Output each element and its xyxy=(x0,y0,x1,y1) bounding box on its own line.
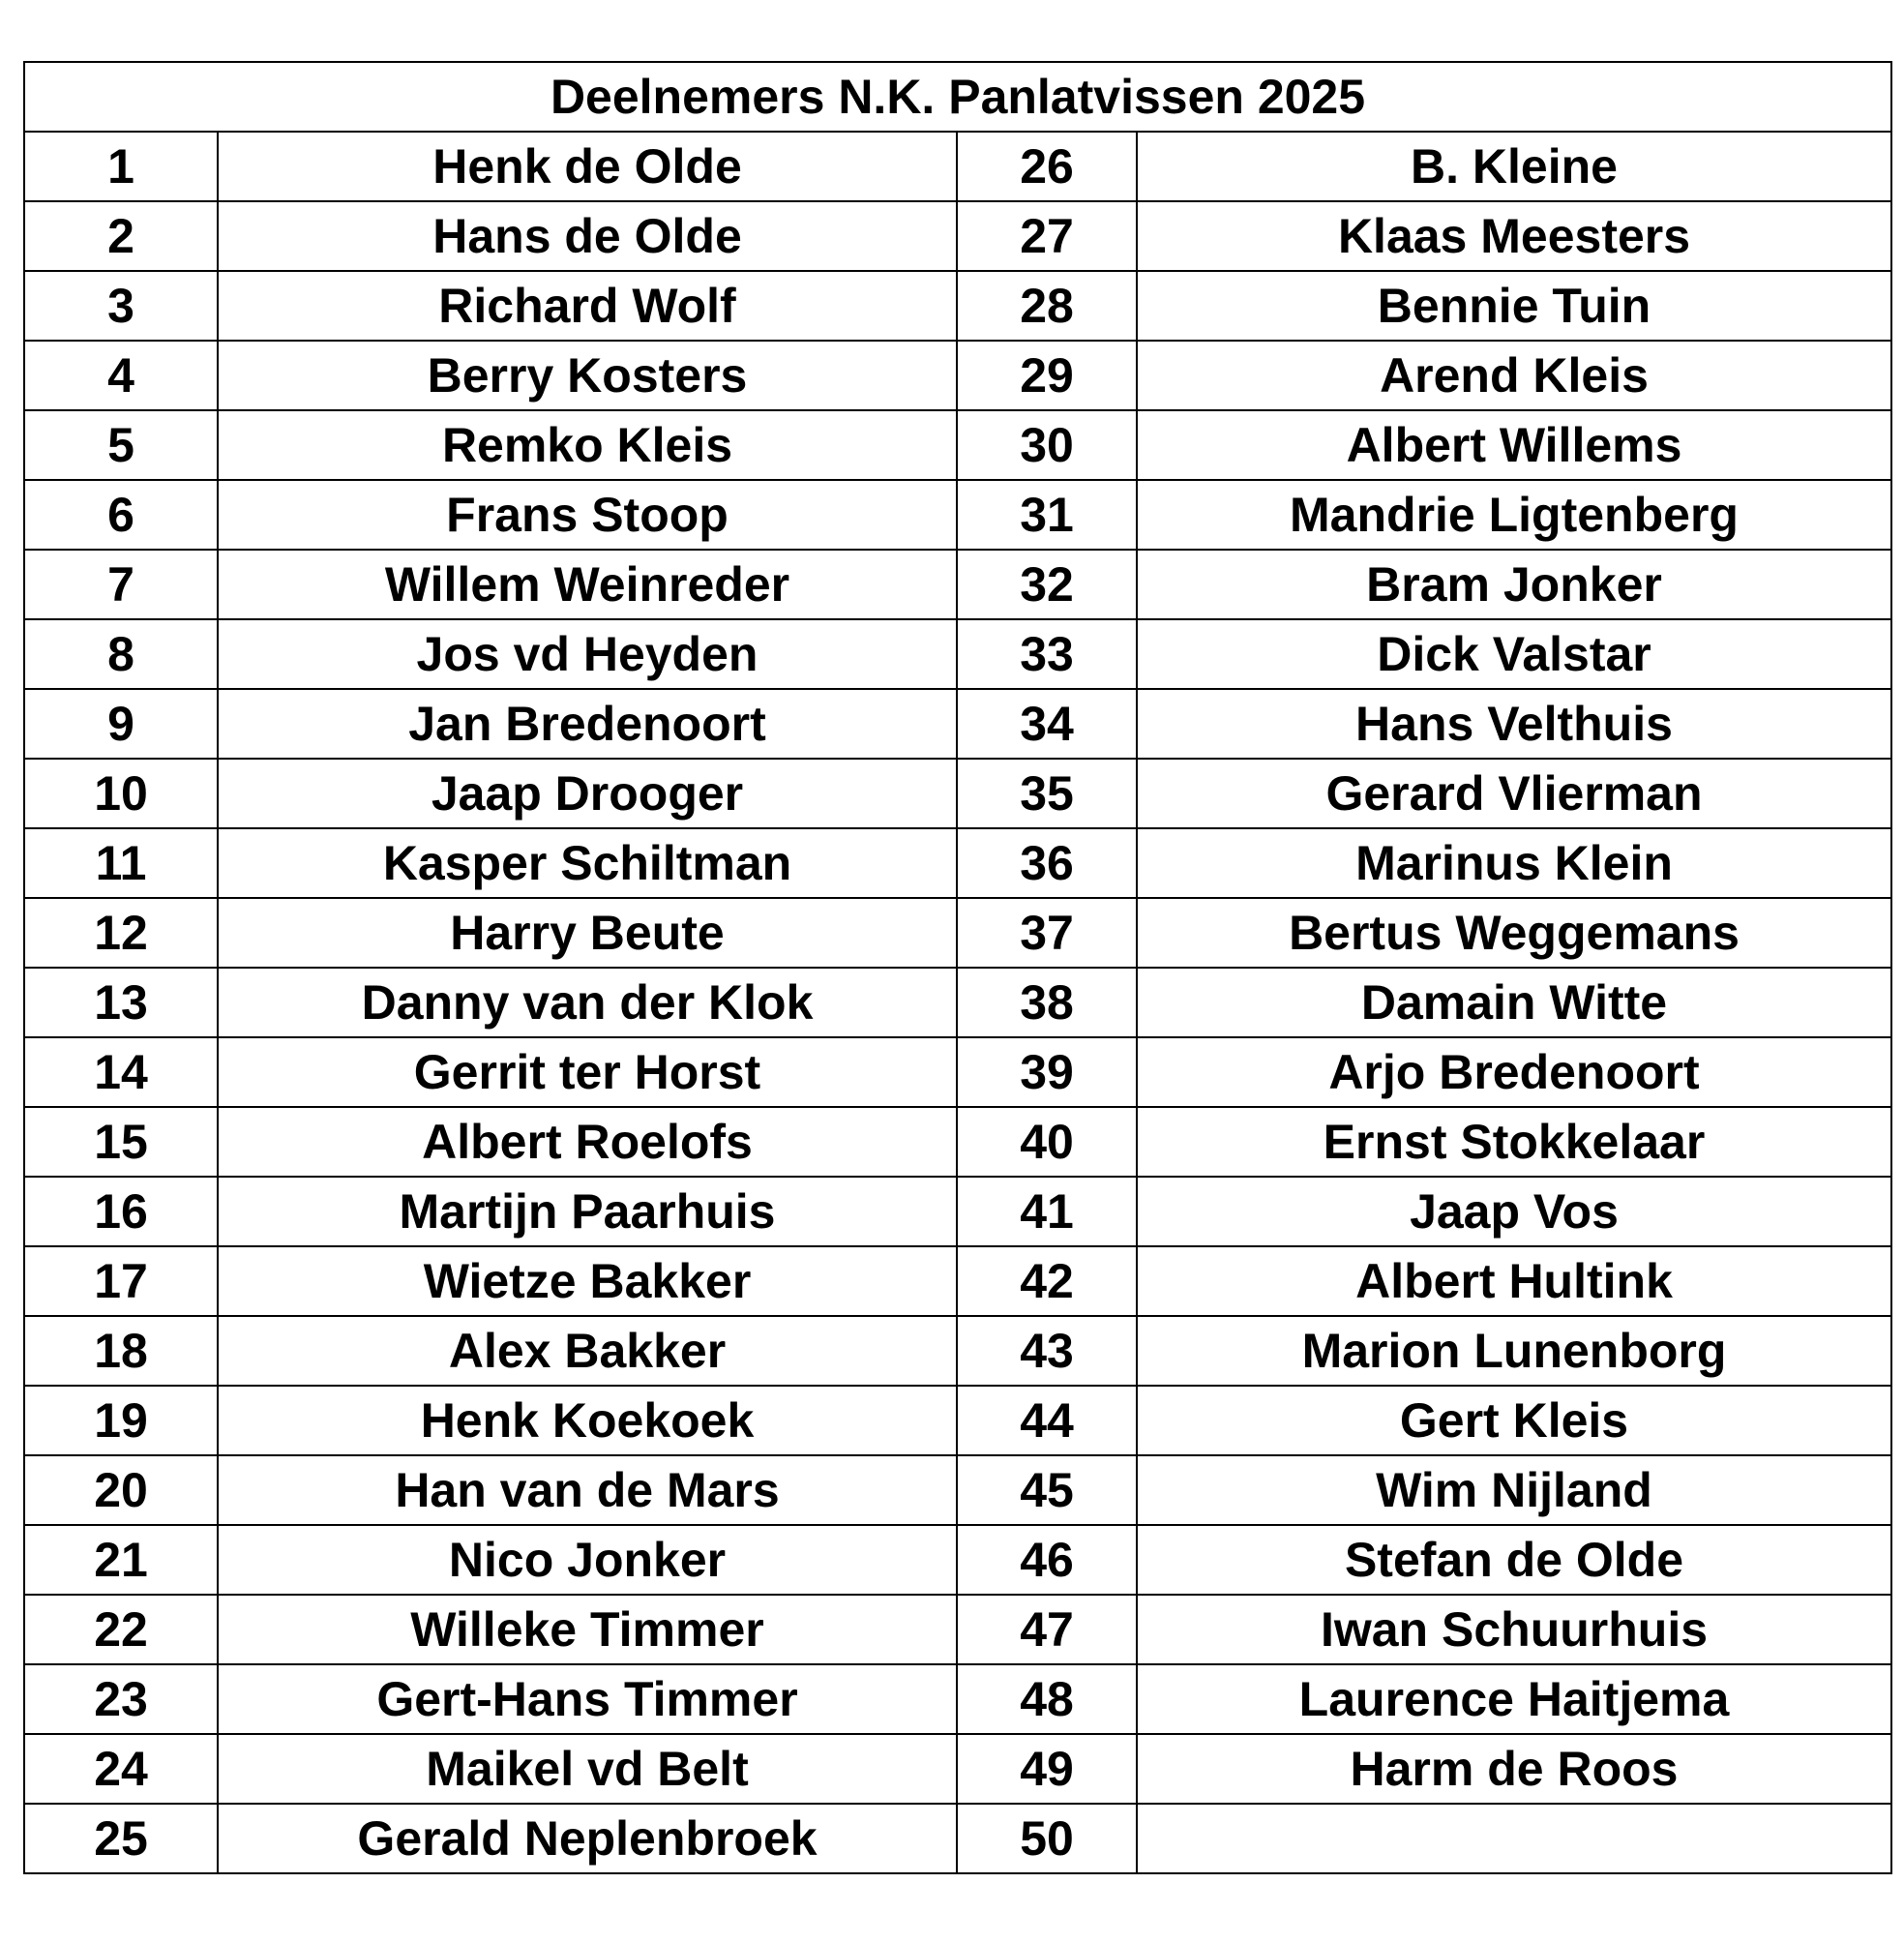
right-number-cell: 40 xyxy=(957,1107,1137,1177)
right-name-cell: Jaap Vos xyxy=(1137,1177,1891,1246)
left-number-cell: 12 xyxy=(24,898,218,968)
table-row xyxy=(24,410,1891,480)
table-row xyxy=(24,1037,1891,1107)
right-name-cell: Bertus Weggemans xyxy=(1137,898,1891,968)
left-name-cell: Willem Weinreder xyxy=(218,550,957,619)
left-number-cell: 16 xyxy=(24,1177,218,1246)
left-number-cell: 1 xyxy=(24,132,218,201)
left-number-cell: 13 xyxy=(24,968,218,1037)
left-name-cell: Gert-Hans Timmer xyxy=(218,1664,957,1734)
left-name-cell: Wietze Bakker xyxy=(218,1246,957,1316)
right-name-cell: Stefan de Olde xyxy=(1137,1525,1891,1595)
left-name-cell: Albert Roelofs xyxy=(218,1107,957,1177)
left-name-cell: Hans de Olde xyxy=(218,201,957,271)
right-name-cell: Dick Valstar xyxy=(1137,619,1891,689)
left-number-cell: 17 xyxy=(24,1246,218,1316)
table-row xyxy=(24,201,1891,271)
right-name-cell: Mandrie Ligtenberg xyxy=(1137,480,1891,550)
right-name-cell: Damain Witte xyxy=(1137,968,1891,1037)
right-number-cell: 49 xyxy=(957,1734,1137,1804)
left-number-cell: 8 xyxy=(24,619,218,689)
right-name-cell: Harm de Roos xyxy=(1137,1734,1891,1804)
table-row xyxy=(24,898,1891,968)
right-name-cell: Laurence Haitjema xyxy=(1137,1664,1891,1734)
participants-table-body xyxy=(24,62,1891,1873)
right-number-cell: 42 xyxy=(957,1246,1137,1316)
right-number-cell: 44 xyxy=(957,1386,1137,1455)
right-name-cell xyxy=(1137,1804,1891,1873)
table-row xyxy=(24,1455,1891,1525)
left-number-cell: 9 xyxy=(24,689,218,759)
table-row xyxy=(24,1246,1891,1316)
right-name-cell: Marinus Klein xyxy=(1137,828,1891,898)
right-name-cell: Klaas Meesters xyxy=(1137,201,1891,271)
left-name-cell: Nico Jonker xyxy=(218,1525,957,1595)
left-number-cell: 7 xyxy=(24,550,218,619)
right-number-cell: 32 xyxy=(957,550,1137,619)
left-number-cell: 18 xyxy=(24,1316,218,1386)
left-number-cell: 19 xyxy=(24,1386,218,1455)
table-row xyxy=(24,968,1891,1037)
table-row xyxy=(24,619,1891,689)
table-row xyxy=(24,271,1891,341)
right-number-cell: 39 xyxy=(957,1037,1137,1107)
left-number-cell: 21 xyxy=(24,1525,218,1595)
table-row xyxy=(24,1734,1891,1804)
left-name-cell: Jos vd Heyden xyxy=(218,619,957,689)
right-number-cell: 28 xyxy=(957,271,1137,341)
table-row xyxy=(24,1107,1891,1177)
right-number-cell: 33 xyxy=(957,619,1137,689)
left-number-cell: 6 xyxy=(24,480,218,550)
right-name-cell: Albert Hultink xyxy=(1137,1246,1891,1316)
left-number-cell: 24 xyxy=(24,1734,218,1804)
table-row xyxy=(24,550,1891,619)
left-number-cell: 10 xyxy=(24,759,218,828)
table-row xyxy=(24,1595,1891,1664)
left-name-cell: Henk Koekoek xyxy=(218,1386,957,1455)
right-number-cell: 43 xyxy=(957,1316,1137,1386)
right-number-cell: 45 xyxy=(957,1455,1137,1525)
right-number-cell: 27 xyxy=(957,201,1137,271)
table-title: Deelnemers N.K. Panlatvissen 2025 xyxy=(24,62,1891,132)
right-name-cell: Bennie Tuin xyxy=(1137,271,1891,341)
left-name-cell: Han van de Mars xyxy=(218,1455,957,1525)
table-row xyxy=(24,1525,1891,1595)
left-number-cell: 4 xyxy=(24,341,218,410)
table-row xyxy=(24,1177,1891,1246)
left-number-cell: 3 xyxy=(24,271,218,341)
right-number-cell: 48 xyxy=(957,1664,1137,1734)
right-number-cell: 36 xyxy=(957,828,1137,898)
table-row xyxy=(24,1664,1891,1734)
left-name-cell: Jaap Drooger xyxy=(218,759,957,828)
left-name-cell: Harry Beute xyxy=(218,898,957,968)
title-row xyxy=(24,62,1891,132)
table-row xyxy=(24,132,1891,201)
left-name-cell: Willeke Timmer xyxy=(218,1595,957,1664)
table-row xyxy=(24,828,1891,898)
table-row xyxy=(24,1804,1891,1873)
right-name-cell: Arend Kleis xyxy=(1137,341,1891,410)
left-number-cell: 5 xyxy=(24,410,218,480)
left-number-cell: 11 xyxy=(24,828,218,898)
left-number-cell: 15 xyxy=(24,1107,218,1177)
left-number-cell: 22 xyxy=(24,1595,218,1664)
left-number-cell: 14 xyxy=(24,1037,218,1107)
table-row xyxy=(24,1316,1891,1386)
right-name-cell: Albert Willems xyxy=(1137,410,1891,480)
left-name-cell: Kasper Schiltman xyxy=(218,828,957,898)
right-name-cell: Marion Lunenborg xyxy=(1137,1316,1891,1386)
table-row xyxy=(24,689,1891,759)
left-name-cell: Remko Kleis xyxy=(218,410,957,480)
right-name-cell: Arjo Bredenoort xyxy=(1137,1037,1891,1107)
left-name-cell: Berry Kosters xyxy=(218,341,957,410)
right-number-cell: 26 xyxy=(957,132,1137,201)
right-name-cell: Ernst Stokkelaar xyxy=(1137,1107,1891,1177)
table-row xyxy=(24,759,1891,828)
table-row xyxy=(24,341,1891,410)
right-name-cell: Hans Velthuis xyxy=(1137,689,1891,759)
left-number-cell: 23 xyxy=(24,1664,218,1734)
left-name-cell: Alex Bakker xyxy=(218,1316,957,1386)
right-name-cell: Bram Jonker xyxy=(1137,550,1891,619)
right-name-cell: Iwan Schuurhuis xyxy=(1137,1595,1891,1664)
right-number-cell: 37 xyxy=(957,898,1137,968)
left-name-cell: Richard Wolf xyxy=(218,271,957,341)
right-number-cell: 38 xyxy=(957,968,1137,1037)
left-name-cell: Jan Bredenoort xyxy=(218,689,957,759)
right-name-cell: Wim Nijland xyxy=(1137,1455,1891,1525)
left-name-cell: Henk de Olde xyxy=(218,132,957,201)
right-number-cell: 31 xyxy=(957,480,1137,550)
left-number-cell: 25 xyxy=(24,1804,218,1873)
left-name-cell: Martijn Paarhuis xyxy=(218,1177,957,1246)
left-name-cell: Gerrit ter Horst xyxy=(218,1037,957,1107)
right-number-cell: 46 xyxy=(957,1525,1137,1595)
left-name-cell: Gerald Neplenbroek xyxy=(218,1804,957,1873)
right-number-cell: 41 xyxy=(957,1177,1137,1246)
left-number-cell: 2 xyxy=(24,201,218,271)
right-number-cell: 35 xyxy=(957,759,1137,828)
participants-table xyxy=(23,61,1892,1874)
table-row xyxy=(24,480,1891,550)
right-number-cell: 30 xyxy=(957,410,1137,480)
right-name-cell: B. Kleine xyxy=(1137,132,1891,201)
right-number-cell: 34 xyxy=(957,689,1137,759)
right-name-cell: Gert Kleis xyxy=(1137,1386,1891,1455)
left-name-cell: Maikel vd Belt xyxy=(218,1734,957,1804)
left-name-cell: Frans Stoop xyxy=(218,480,957,550)
right-name-cell: Gerard Vlierman xyxy=(1137,759,1891,828)
right-number-cell: 47 xyxy=(957,1595,1137,1664)
left-number-cell: 20 xyxy=(24,1455,218,1525)
table-row xyxy=(24,1386,1891,1455)
left-name-cell: Danny van der Klok xyxy=(218,968,957,1037)
right-number-cell: 29 xyxy=(957,341,1137,410)
right-number-cell: 50 xyxy=(957,1804,1137,1873)
